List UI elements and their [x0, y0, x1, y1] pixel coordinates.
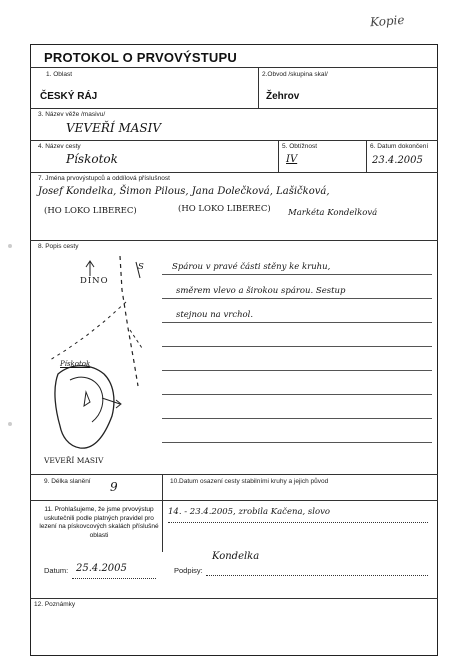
- desc-line: [162, 322, 432, 323]
- form-title: PROTOKOL O PRVOVÝSTUPU: [44, 50, 237, 65]
- path-line: [120, 256, 138, 386]
- kruhy-value: 14. - 23.4.2005, zrobila Kačena, slovo: [168, 507, 331, 517]
- jmena-label: 7. Jména prvovýstupců a oddílová příslušnost: [38, 175, 170, 182]
- rule: [30, 67, 438, 68]
- rule: [30, 108, 438, 109]
- popis-line3: stejnou na vrchol.: [176, 310, 254, 320]
- prohlaseni-text: 11. Prohlašujeme, že jsme prvovýstup uskutečnili podle platných pravidel pro lezení na pískovcových skalách příslušné oblasti: [39, 506, 159, 539]
- rule: [258, 67, 259, 108]
- sketch-dino-label: DINO: [80, 276, 109, 286]
- sketch-veveri-label: VEVEŘÍ MASIV: [44, 456, 104, 465]
- obtiznost-value: IV: [286, 154, 298, 165]
- datum-value: 25.4.2005: [76, 563, 127, 574]
- massif-inner: [70, 377, 103, 422]
- rule: [30, 500, 438, 501]
- oblast-label: 1. Oblast: [46, 71, 73, 78]
- jmena-line1: Josef Kondelka, Šimon Pilous, Jana Dolečková, Lašičková,: [38, 186, 330, 197]
- oblast-value: ČESKÝ RÁJ: [40, 91, 98, 102]
- popis-label: 8. Popis cesty: [38, 243, 79, 250]
- desc-line: [162, 298, 432, 299]
- rule: [30, 240, 438, 241]
- desc-line: [162, 418, 432, 419]
- kruhy-label: 10.Datum osazení cesty stabilními kruhy a jejich původ: [170, 478, 329, 485]
- datum-dokonceni-value: 23.4.2005: [372, 155, 423, 166]
- cesta-label: 4. Název cesty: [38, 143, 81, 150]
- obtiznost-label: 5. Obtížnost: [282, 143, 318, 150]
- podpisy-label: Podpisy:: [174, 566, 203, 575]
- sketch-piskotok-label: Pískotok: [60, 360, 91, 368]
- desc-line: [162, 394, 432, 395]
- rule: [30, 474, 438, 475]
- jmena-club-1: (HO LOKO LIBEREC): [44, 206, 137, 216]
- datum-dokonceni-label: 6. Datum dokončení: [370, 143, 429, 150]
- datum-label: Datum:: [44, 566, 69, 575]
- poznamky-label: 12. Poznámky: [34, 601, 76, 608]
- obvod-value: Žehrov: [266, 91, 300, 102]
- jmena-line2c: Markéta Kondelková: [288, 208, 378, 218]
- desc-line: [162, 274, 432, 275]
- desc-line: [162, 370, 432, 371]
- popis-line1: Spárou v pravé části stěny ke kruhu,: [172, 262, 331, 272]
- punch-hole: [8, 244, 12, 248]
- rule: [30, 172, 438, 173]
- podpisy-underline: [206, 575, 428, 576]
- delka-value: 9: [110, 480, 118, 494]
- massif-outline: [55, 366, 114, 448]
- path-line: [130, 330, 142, 348]
- popis-line2: směrem vlevo a širokou spárou. Sestup: [176, 286, 346, 296]
- jmena-club-2: (HO LOKO LIBEREC): [178, 204, 271, 214]
- punch-hole: [8, 422, 12, 426]
- sketch-north-label: S: [138, 262, 144, 272]
- corner-note: Kopie: [369, 12, 405, 30]
- podpis-value: Kondelka: [212, 551, 260, 562]
- datum-underline: [72, 578, 156, 579]
- rule: [278, 140, 279, 172]
- cesta-value: Pískotok: [66, 152, 118, 166]
- rule: [366, 140, 367, 172]
- rule: [30, 140, 438, 141]
- rule: [30, 598, 438, 599]
- desc-line: [162, 442, 432, 443]
- vez-value: VEVEŘÍ MASIV: [66, 121, 162, 135]
- rule: [162, 474, 163, 552]
- delka-label: 9. Délka slanění: [44, 478, 91, 485]
- route-marker: [84, 392, 90, 406]
- path-line: [50, 302, 126, 360]
- obvod-label: 2.Obvod /skupina skal/: [262, 71, 328, 78]
- desc-line: [162, 346, 432, 347]
- vez-label: 3. Název věže /masivu/: [38, 111, 106, 118]
- kruhy-underline: [168, 522, 428, 523]
